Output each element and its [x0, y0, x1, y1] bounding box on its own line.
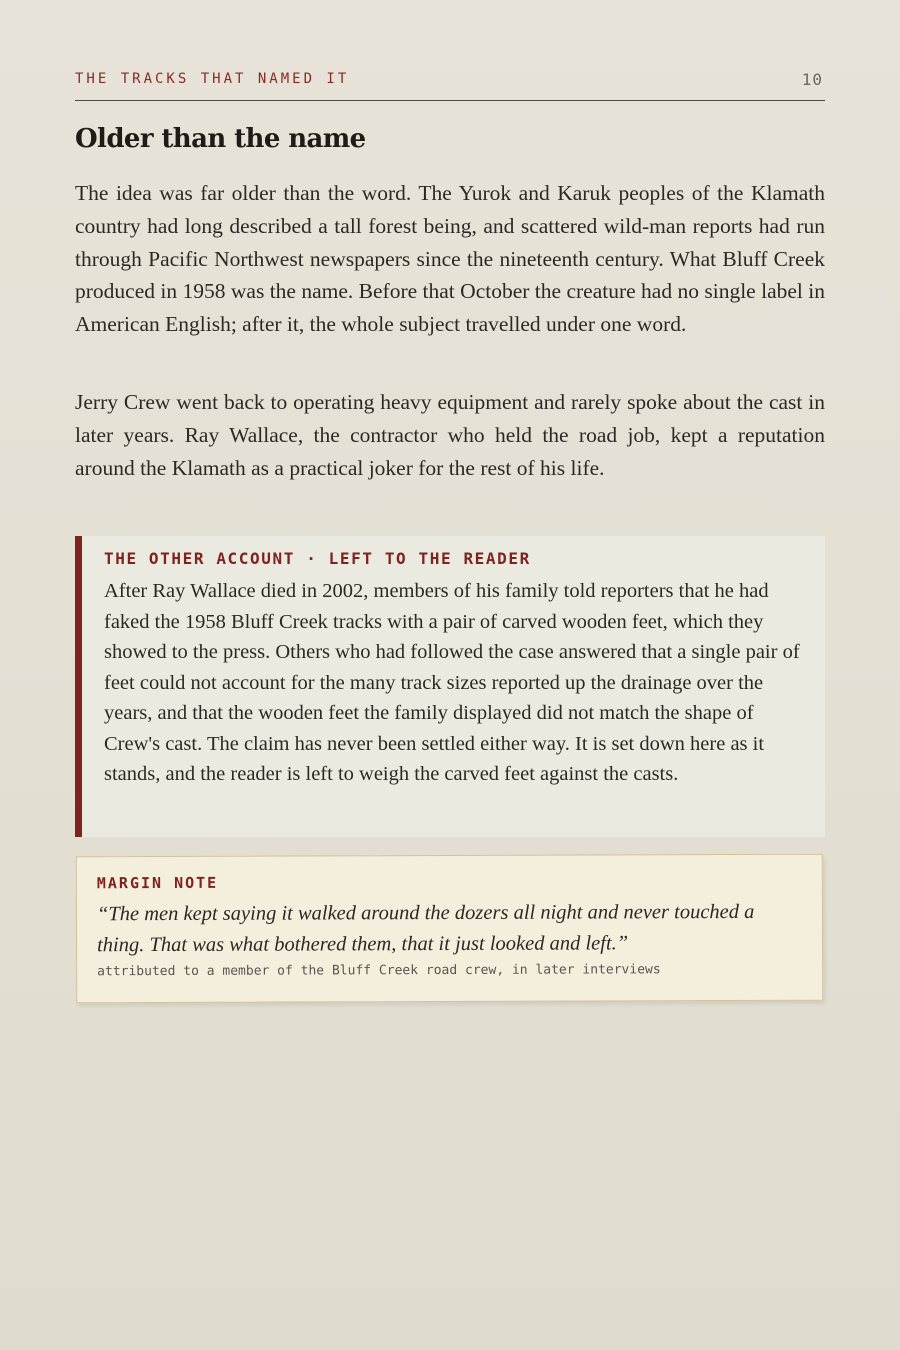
margin-note-quote: “The men kept saying it walked around the dozers all night and never touched a thing. That was what bothered them, that it just looked and left.”	[96, 900, 755, 956]
callout-label: THE OTHER ACCOUNT · LEFT TO THE READER	[104, 549, 531, 568]
section-heading: Older than the name	[75, 124, 366, 154]
callout-body: After Ray Wallace died in 2002, members of his family told reporters that he had faked the 1958 Bluff Creek tracks with a pair of carved wooden feet, which they showed to the press. Others who had followed the case answered that a single pair of feet could not account for the many track sizes reported up the drainage over the years, and that the wooden feet the family displayed did not match the shape of Crew's cast. The claim has never been settled either way. It is set down here as it stands, and the reader is left to weigh the carved feet against the casts.	[104, 580, 800, 785]
margin-note-label: MARGIN NOTE	[96, 873, 219, 893]
callout-box	[75, 536, 825, 837]
running-title: THE TRACKS THAT NAMED IT	[75, 71, 350, 87]
margin-note-attribution: attributed to a member of the Bluff Creek road crew, in later interviews	[97, 962, 661, 980]
page-number: 10	[801, 70, 823, 89]
body-paragraph: The idea was far older than the word. The Yurok and Karuk peoples of the Klamath country had long described a tall forest being, and scattered wild-man reports had run through Pacific Northwest newspapers since the nineteenth century. What Bluff Creek produced in 1958 was the name. Before that October the creature had no single label in American English; after it, the whole subject travelled under one word.	[75, 181, 825, 337]
margin-note	[76, 854, 824, 1004]
body-paragraph: Jerry Crew went back to operating heavy equipment and rarely spoke about the cast in later years. Ray Wallace, the contractor who held the road job, kept a reputation around the Klamath as a practical joker for the rest of his life.	[75, 390, 825, 480]
running-header	[75, 70, 825, 101]
